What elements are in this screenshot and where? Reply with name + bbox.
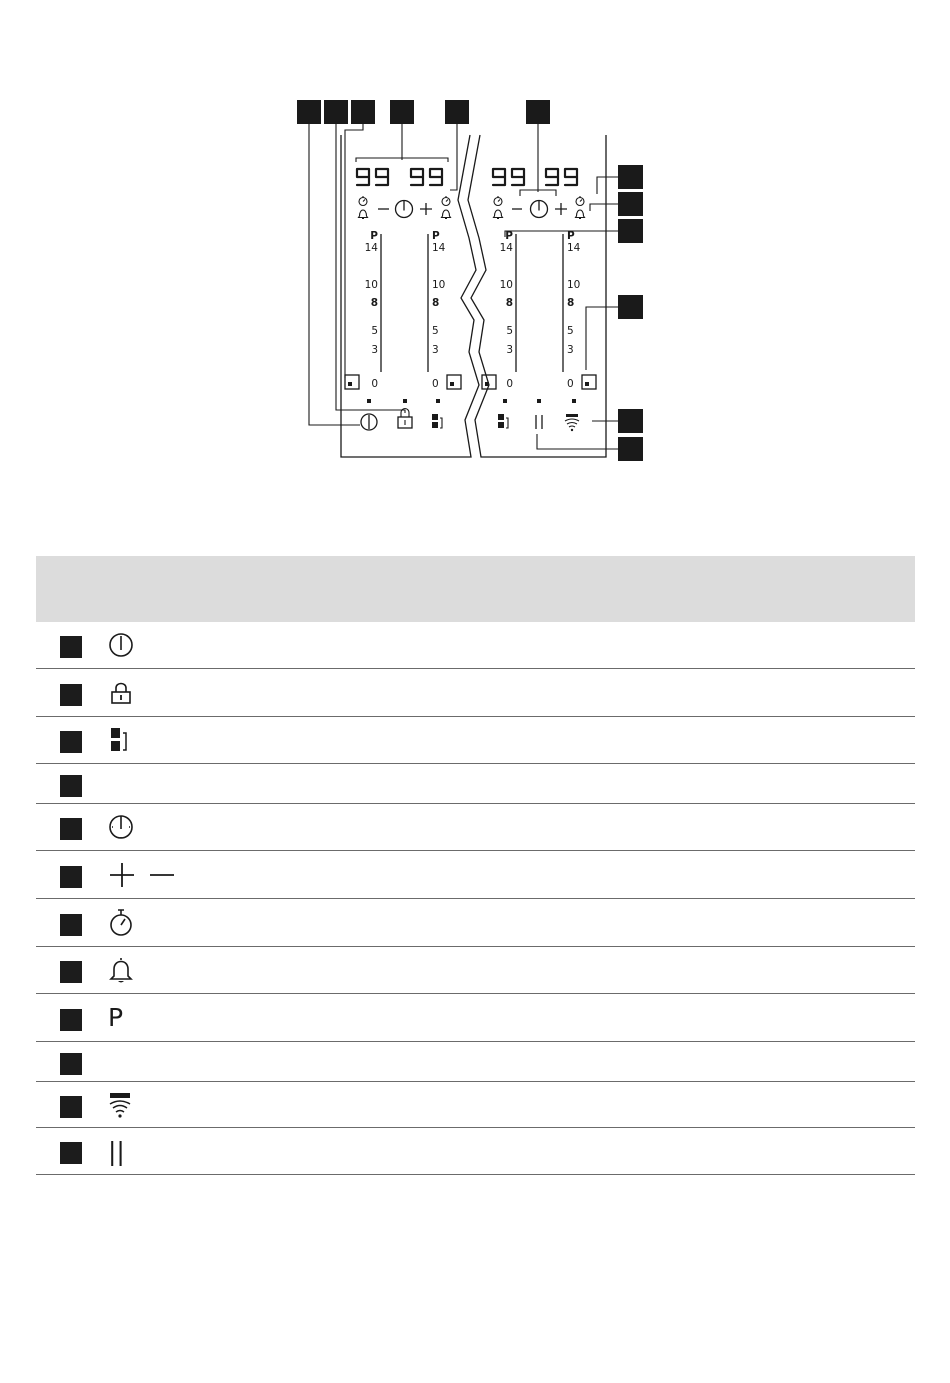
symbol-text	[108, 1128, 125, 1174]
symbol-label: ||	[108, 1136, 125, 1166]
left-panel-outline	[341, 135, 479, 457]
stopwatch-icon	[108, 899, 134, 946]
scale-label-14: 14	[567, 242, 581, 254]
table-row	[36, 899, 915, 947]
zone-select-keys	[345, 375, 596, 389]
table-row	[36, 717, 915, 764]
right-timer-display	[493, 169, 577, 185]
scale-label-0: 0	[432, 378, 439, 390]
scale-label-5: 5	[432, 325, 439, 337]
callout-number-box	[60, 684, 82, 706]
scale-label-5: 5	[371, 325, 378, 337]
scale-label-8: 8	[432, 297, 440, 309]
symbol-table	[36, 556, 915, 1175]
left-timer-display	[357, 169, 442, 185]
table-row	[36, 1082, 915, 1128]
table-row	[36, 947, 915, 994]
table-row	[36, 804, 915, 851]
table-row	[36, 669, 915, 717]
scale-label-3: 3	[567, 344, 574, 356]
bottom-keys	[361, 409, 579, 432]
scale-label-8: 8	[505, 297, 513, 309]
scale-label-5: 5	[567, 325, 574, 337]
table-row	[36, 851, 915, 899]
callout-number-box	[60, 731, 82, 753]
control-panel-diagram	[0, 0, 950, 520]
callout-number-box	[60, 636, 82, 658]
left-timer-controls	[359, 196, 451, 219]
scale-label-14: 14	[499, 242, 513, 254]
scale-label-10: 10	[432, 279, 446, 291]
callout-number-box	[60, 1142, 82, 1164]
callout-number-box	[60, 961, 82, 983]
scale-label-10: 10	[364, 279, 378, 291]
callout-number-box	[60, 914, 82, 936]
scale-label-8: 8	[567, 297, 575, 309]
callout-markers-right	[618, 165, 643, 461]
callout-number-box	[60, 1096, 82, 1118]
scale-label-8: 8	[370, 297, 378, 309]
callout-number-box	[60, 775, 82, 797]
power-icon	[108, 622, 134, 668]
plus-minus-icon	[108, 851, 178, 898]
scale-label-0: 0	[567, 378, 574, 390]
scale-label-0: 0	[506, 378, 513, 390]
right-panel-outline	[468, 135, 606, 457]
timer-dial-icon	[108, 804, 134, 850]
scale-label-14: 14	[432, 242, 446, 254]
table-row	[36, 622, 915, 669]
symbol-label: P	[108, 1003, 124, 1032]
callout-number-box	[60, 818, 82, 840]
scale-label-3: 3	[371, 344, 378, 356]
bridge-icon	[108, 717, 134, 763]
bell-icon	[108, 947, 134, 993]
scale-label-10: 10	[567, 279, 581, 291]
scale-label-P: P	[567, 230, 575, 242]
table-row	[36, 764, 915, 804]
scale-label-14: 14	[364, 242, 378, 254]
callout-number-box	[60, 1009, 82, 1031]
lock-icon	[108, 669, 134, 716]
table-row	[36, 1128, 915, 1175]
callout-markers-top	[297, 100, 550, 124]
scale-label-P: P	[505, 230, 513, 242]
hob-hood-icon	[108, 1082, 134, 1127]
callout-number-box	[60, 1053, 82, 1075]
table-row	[36, 1042, 915, 1082]
table-header	[36, 556, 915, 622]
scale-label-P: P	[432, 230, 440, 242]
scale-label-0: 0	[371, 378, 378, 390]
right-timer-controls	[494, 196, 585, 219]
scale-label-3: 3	[432, 344, 439, 356]
symbol-text	[108, 994, 123, 1041]
callout-number-box	[60, 866, 82, 888]
scale-label-5: 5	[506, 325, 513, 337]
scale-label-P: P	[370, 230, 378, 242]
scale-label-3: 3	[506, 344, 513, 356]
scale-label-10: 10	[499, 279, 513, 291]
table-row	[36, 994, 915, 1042]
